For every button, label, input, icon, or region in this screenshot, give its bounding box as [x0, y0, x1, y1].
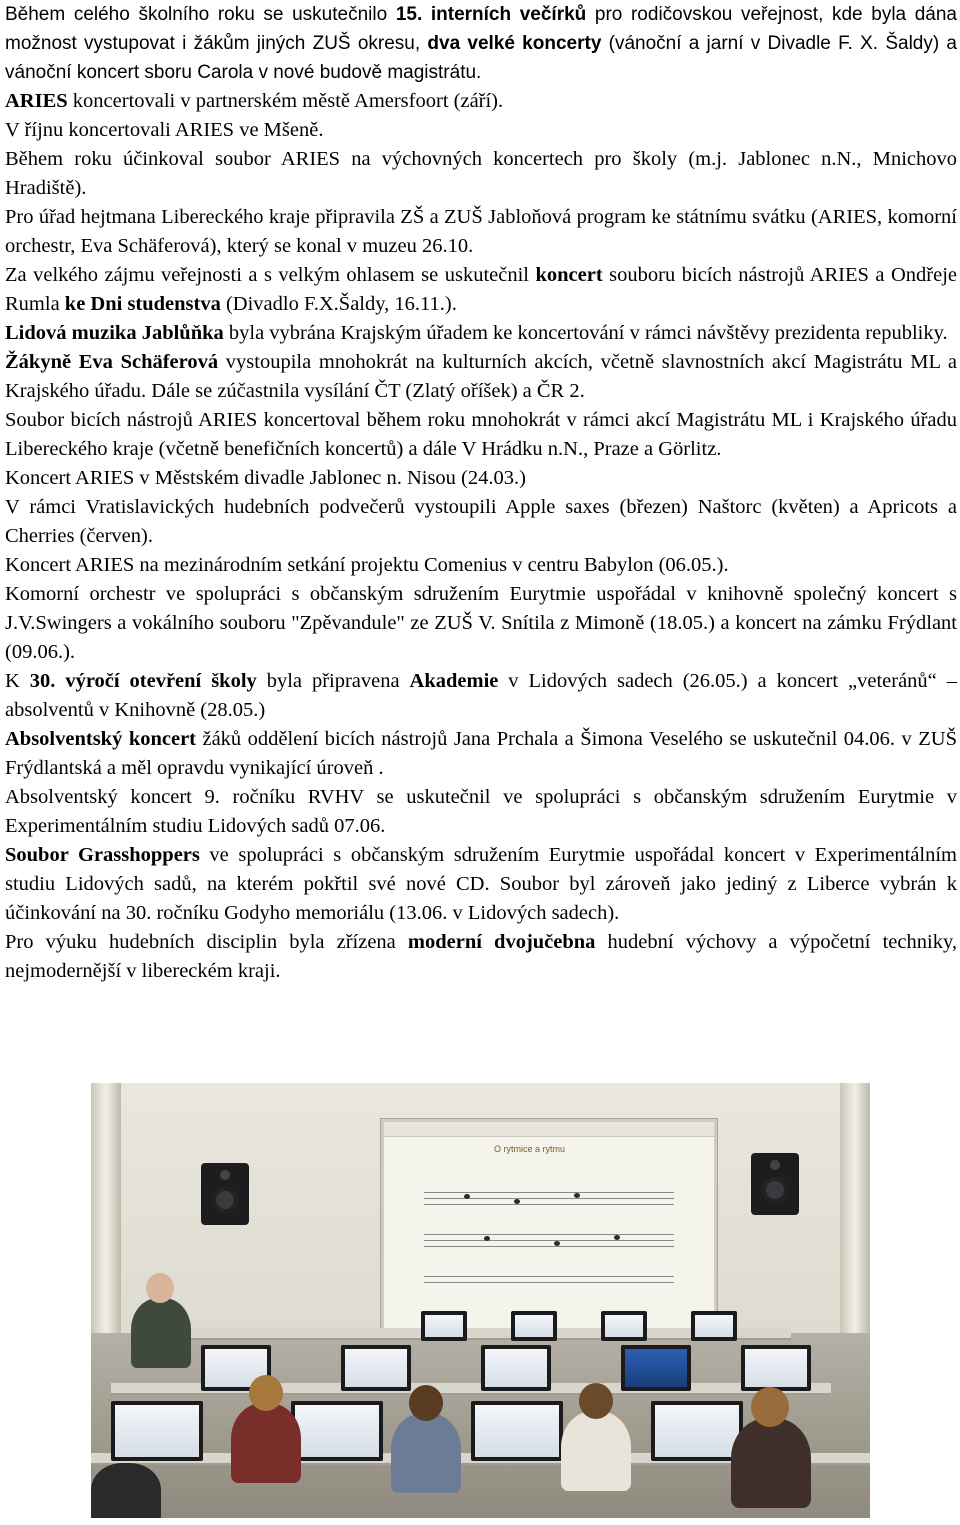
- computer-monitor: [651, 1401, 743, 1461]
- grasshoppers-text: ve spolupráci s občanským sdružením Eurytmie uspořádal koncert v Experimentálním studiu Lidových sadů, na kterém pokřtil své nové CD. Soubor byl zároveň jako jediný z Liberce vybrán k účinkování na 30. ročníku Godyho memoriálu (13.06. v Lidových sadech).: [5, 844, 957, 924]
- ucebna-text-1: Pro výuku hudebních disciplin byla zřízena: [5, 931, 408, 953]
- jablunka-bold: Lidová muzika Jablůňka: [5, 322, 224, 344]
- paragraph-rvhv: Absolventský koncert 9. ročníku RVHV se uskutečnil ve spolupráci s občanským sdružením Eurytmie v Experimentálním studiu Lidových sadů 07.06.: [5, 786, 957, 837]
- computer-monitor: [421, 1311, 467, 1341]
- student: [91, 1463, 161, 1518]
- ucebna-bold-1: moderní dvojučebna: [407, 931, 596, 953]
- studentstvo-bold-1: koncert: [535, 264, 603, 286]
- projection-screen: [381, 1119, 717, 1331]
- grasshoppers-bold: Soubor Grasshoppers: [5, 844, 200, 866]
- schaferova-text: vystoupila mnohokrát na kulturních akcích, včetně slavnostních akcí Magistrátu ML a Krajského úřadu. Dále se zúčastnila vysílání ČT (Zlatý oříšek) a ČR 2.: [5, 351, 957, 402]
- paragraph-grasshoppers: [5, 841, 957, 928]
- computer-monitor: [741, 1345, 811, 1391]
- absolventsky-bold: Absolventský koncert: [5, 728, 196, 750]
- speaker-right: [751, 1153, 799, 1215]
- paragraph-absolventsky-koncert: [5, 725, 957, 783]
- computer-monitor: [601, 1311, 647, 1341]
- paragraph-aries-magistrat: Soubor bicích nástrojů ARIES koncertoval během roku mnohokrát v rámci akcí Magistrátu ML i Krajského úřadu Libereckého kraje (včetně benefičních koncertů) a dále V Hrádku n.N., Praze a Görlitz.: [5, 409, 957, 460]
- vyroci-bold-1: 30. výročí otevření školy: [29, 670, 257, 692]
- schaferova-bold: Žákyně Eva Schäferová: [5, 351, 219, 373]
- window-right: [840, 1083, 870, 1333]
- intro-bold-1: 15. interních večírků: [395, 4, 587, 25]
- ucebna-text-2: hudební výchovy a výpočetní techniky, nejmodernější v libereckém kraji.: [5, 931, 957, 982]
- studentstvo-text-2: souboru bicích nástrojů ARIES a Ondřeje Rumla: [5, 264, 957, 315]
- speaker-left: [201, 1163, 249, 1225]
- amersfoort-text: koncertovali v partnerském městě Amersfoort (září).: [67, 90, 504, 112]
- intro-text-2: pro rodičovskou veřejnost, kde byla dána možnost vystupovat i žákům jiných ZUŠ okresu,: [5, 4, 958, 54]
- absolventsky-text: žáků oddělení bicích nástrojů Jana Prchala a Šimona Veselého se uskutečnil 04.06. v ZUŠ Frýdlantská a měl opravdu vynikající úroveň .: [5, 728, 957, 779]
- paragraph-schaferova: [5, 348, 957, 406]
- intro-bold-2: dva velké koncerty: [427, 33, 602, 54]
- teacher: [131, 1298, 191, 1368]
- vyroci-bold-2: Akademie: [409, 670, 499, 692]
- intro-text-1: Během celého školního roku se uskutečnilo: [5, 4, 396, 25]
- paragraph-jablunka: [5, 319, 957, 348]
- studentstvo-bold-2: ke Dni studenstva: [64, 293, 221, 315]
- amersfoort-bold: ARIES: [5, 90, 68, 112]
- studentstvo-text-3: (Divadlo F.X.Šaldy, 16.11.).: [220, 293, 457, 315]
- paragraph-comenius: Koncert ARIES na mezinárodním setkání projektu Comenius v centru Babylon (06.05.).: [5, 554, 729, 576]
- paragraph-vychovne-koncerty: Během roku účinkoval soubor ARIES na výchovných koncertech pro školy (m.j. Jablonec n.N., Mnichovo Hradiště).: [5, 148, 957, 199]
- computer-monitor: [621, 1345, 691, 1391]
- paragraph-eurytmie: Komorní orchestr ve spolupráci s občanským sdružením Eurytmie uspořádal v knihovně společný koncert s J.V.Swingers a vokálního souboru "Zpěvandule" ze ZUŠ V. Snítila z Mimoně (18.05.) a koncert na zámku Frýdlant (09.06.).: [5, 583, 957, 663]
- slide-title: O rytmice a rytmu: [494, 1144, 566, 1154]
- computer-monitor: [291, 1401, 383, 1461]
- vyroci-text-3: v Lidových sadech (26.05.) a koncert „veteránů“ – absolventů v Knihovně (28.05.): [5, 670, 957, 721]
- paragraph-den-studenstva: [5, 261, 957, 319]
- computer-monitor: [511, 1311, 557, 1341]
- paragraph-ucebna: [5, 928, 957, 986]
- studentstvo-text-1: Za velkého zájmu veřejnosti a s velkým ohlasem se uskutečnil: [5, 264, 536, 286]
- paragraph-amersfoort: [5, 87, 957, 116]
- paragraph-vratislavice: V rámci Vratislavických hudebních podvečerů vystoupili Apple saxes (březen) Naštorc (květen) a Apricots a Cherries (červen).: [5, 496, 957, 547]
- computer-monitor: [481, 1345, 551, 1391]
- vyroci-text-1: K: [5, 670, 30, 692]
- document-text: [5, 0, 957, 986]
- paragraph-intro: [5, 0, 957, 87]
- student: [391, 1413, 461, 1493]
- paragraph-jablonec: Koncert ARIES v Městském divadle Jablonec n. Nisou (24.03.): [5, 467, 526, 489]
- intro-text-3: (vánoční a jarní v Divadle F. X. Šaldy) a vánoční koncert sboru Carola v nové budově magistrátu.: [5, 33, 957, 83]
- computer-monitor: [471, 1401, 563, 1461]
- student: [561, 1411, 631, 1491]
- student: [231, 1403, 301, 1483]
- jablunka-text: byla vybrána Krajským úřadem ke koncertování v rámci návštěvy prezidenta republiky.: [223, 322, 948, 344]
- student: [731, 1418, 811, 1508]
- vyroci-text-2: byla připravena: [256, 670, 410, 692]
- paragraph-hejtman: Pro úřad hejtmana Libereckého kraje připravila ZŠ a ZUŠ Jabloňová program ke státnímu svátku (ARIES, komorní orchestr, Eva Schäferová), který se konal v muzeu 26.10.: [5, 206, 957, 257]
- computer-monitor: [691, 1311, 737, 1341]
- paragraph-msene: V říjnu koncertovali ARIES ve Mšeně.: [5, 119, 324, 141]
- window-left: [91, 1083, 121, 1333]
- computer-monitor: [341, 1345, 411, 1391]
- computer-monitor: [111, 1401, 203, 1461]
- paragraph-vyroci: [5, 667, 957, 725]
- classroom-photo: [91, 1083, 870, 1518]
